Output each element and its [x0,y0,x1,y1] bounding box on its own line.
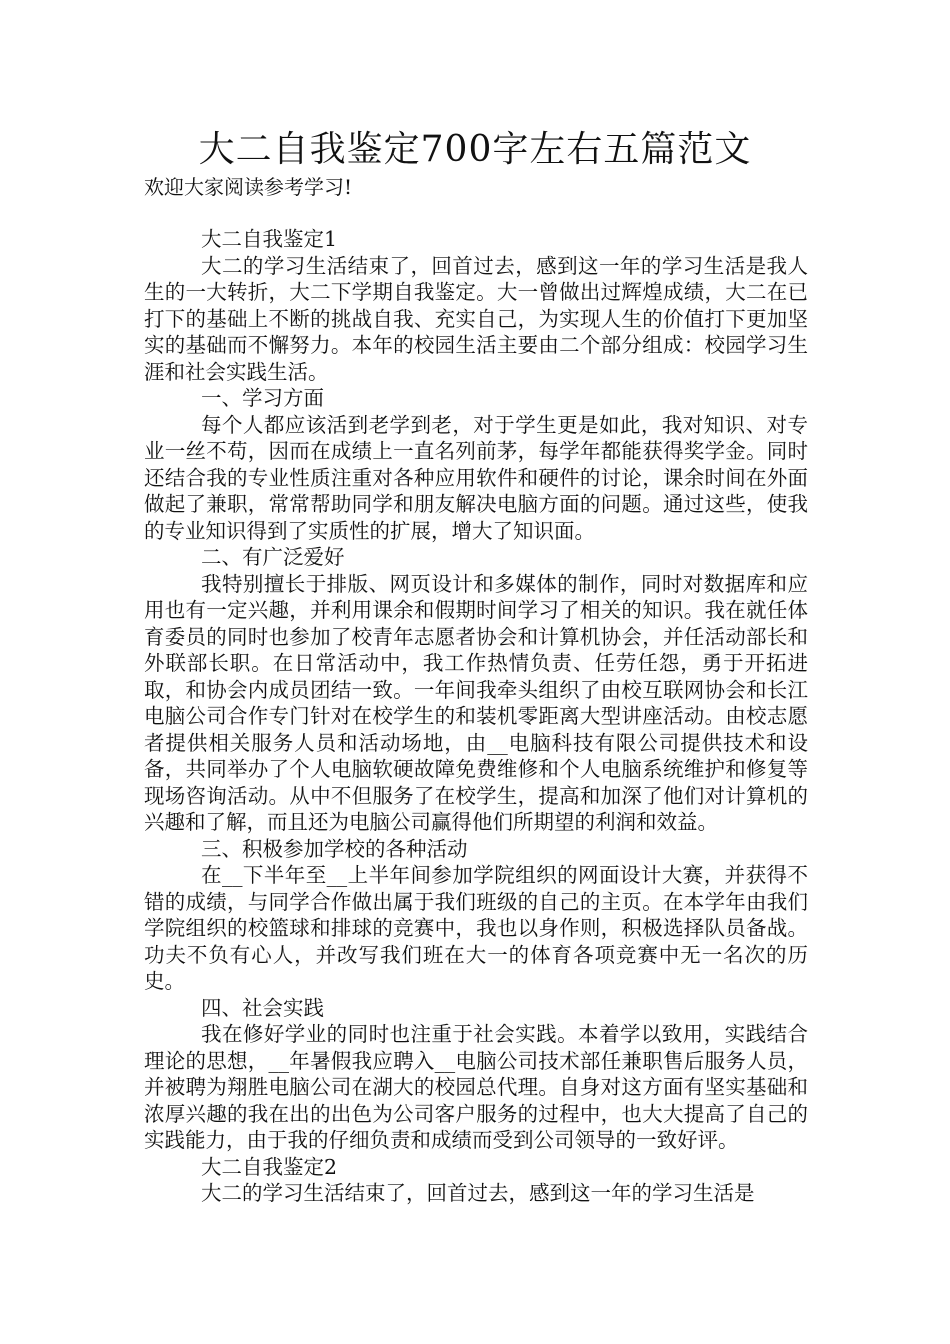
section-heading-practice: 四、社会实践 [201,995,324,1020]
section-heading-hobbies: 二、有广泛爱好 [201,545,345,569]
section-heading-essay-1: 大二自我鉴定1 [201,227,338,251]
intro-line: 欢迎大家阅读参考学习! [144,175,353,199]
body-paragraph: 我特别擅长于排版、网页设计和多媒体的制作，同时对数据库和应用也有一定兴趣，并利用课余和假期时间学习了相关的知识。我在就任体育委员的同时也参加了校青年志愿者协会和计算机协会，并任活动部长和外联部长职。在日常活动中，我工作热情负责、任劳任怨，勇于开拓进取，和协会内成员团结一致。一年间我牵头组织了由校互联网协会和长江电脑公司合作专门针对在校学生的和装机零距离大型讲座活动。由校志愿者提供相关服务人员和活动场地，由__电脑科技有限公司提供技术和设备，共同举办了个人电脑软硬故障免费维修和个人电脑系统维护和修复等现场咨询活动。从中不但服务了在校学生，提高和加深了他们对计算机的兴趣和了解，而且还为电脑公司赢得他们所期望的利润和效益。 [144,571,808,834]
body-paragraph: 每个人都应该活到老学到老，对于学生更是如此，我对知识、对专业一丝不苟，因而在成绩上一直名列前茅，每学年都能获得奖学金。同时还结合我的专业性质注重对各种应用软件和硬件的讨论，课余时间在外面做起了兼职，常常帮助同学和朋友解决电脑方面的问题。通过这些，使我的专业知识得到了实质性的扩展，增大了知识面。 [144,412,808,543]
body-paragraph: 大二的学习生活结束了，回首过去，感到这一年的学习生活是我人生的一大转折，大二下学期自我鉴定。大一曾做出过辉煌成绩，大二在已打下的基础上不断的挑战自我、充实自己，为实现人生的价值打下更加坚实的基础而不懈努力。本年的校园生活主要由二个部分组成：校园学习生涯和社会实践生活。 [144,253,808,384]
section-heading-study: 一、学习方面 [201,386,324,410]
body-paragraph: 在__下半年至__上半年间参加学院组织的网面设计大赛，并获得不错的成绩，与同学合作做出属于我们班级的自己的主页。在本学年由我们学院组织的校篮球和排球的竞赛中，我也以身作则，积极选择队员备战。功夫不负有心人，并改写我们班在大一的体育各项竞赛中无一名次的历史。 [144,863,808,993]
body-paragraph: 大二的学习生活结束了，回首过去，感到这一年的学习生活是 [201,1181,755,1205]
body-paragraph: 我在修好学业的同时也注重于社会实践。本着学以致用，实践结合理论的思想，__年暑假我应聘入__电脑公司技术部任兼职售后服务人员，并被聘为翔胜电脑公司在湖大的校园总代理。自身对这方面有坚实基础和浓厚兴趣的我在出的出色为公司客户服务的过程中，也大大提高了自己的实践能力，由于我的仔细负责和成绩而受到公司领导的一致好评。 [144,1022,808,1152]
document-title: 大二自我鉴定700字左右五篇范文 [198,129,752,170]
section-heading-essay-2: 大二自我鉴定2 [201,1154,338,1179]
section-heading-activities: 三、积极参加学校的各种活动 [201,836,468,861]
document-body [144,226,808,1207]
